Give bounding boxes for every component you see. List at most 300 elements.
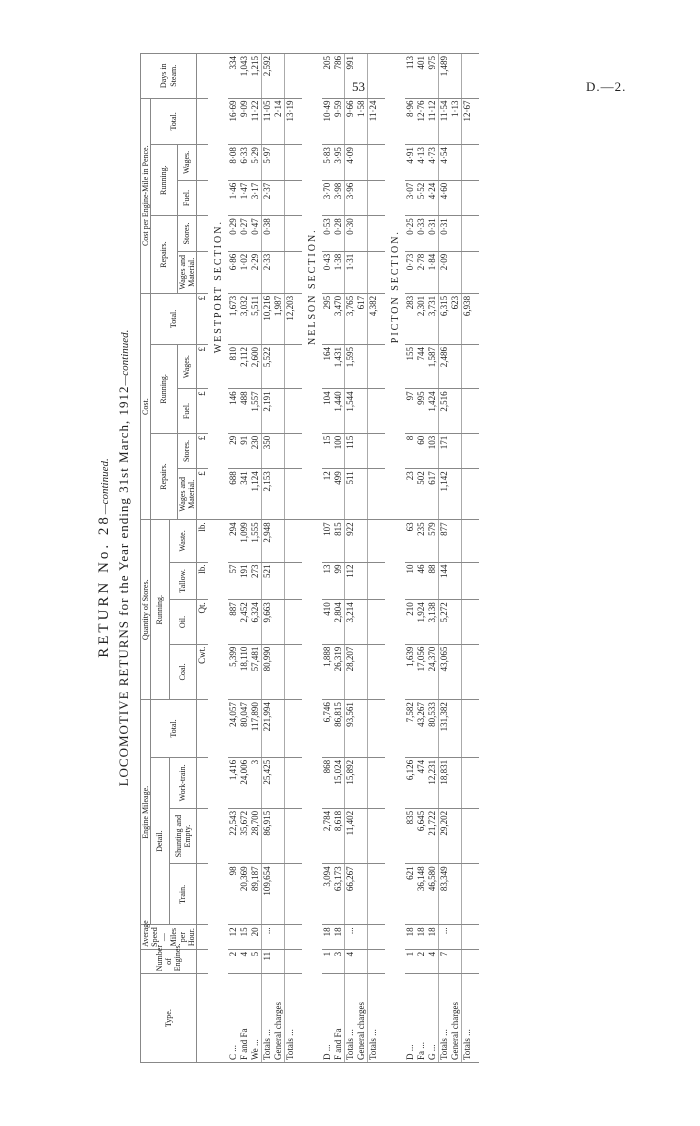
cell-p_rwm [450, 251, 462, 293]
unit-money: £ [197, 433, 209, 469]
cell-days: 401 [416, 54, 427, 99]
cell-type: C ... [228, 974, 239, 1063]
cell-rst [273, 433, 285, 469]
cell-ctot: 295 [322, 293, 333, 344]
table-row [322, 54, 333, 1063]
cell-eng: 5 [250, 949, 262, 973]
cell-rwm: 2,153 [262, 469, 274, 520]
header-pence-wages-material: Wages and Material. [177, 251, 196, 293]
cell-fuel: 2,191 [262, 389, 274, 433]
cell-p_tot: 9·59 [333, 98, 345, 145]
cell-rst: 230 [250, 433, 262, 469]
table-row [250, 54, 262, 1063]
cell-eng: 1 [322, 949, 333, 973]
cell-p_fuel: 4·60 [439, 180, 451, 216]
cell-tallow: 273 [250, 562, 262, 600]
returns-subtitle [116, 53, 132, 1063]
cell-wag: 1,431 [333, 344, 345, 388]
cell-rst: 350 [262, 433, 274, 469]
cell-rwm: 499 [333, 469, 345, 520]
cell-wag: 1,587 [427, 344, 439, 388]
cell-fuel: 1,557 [250, 389, 262, 433]
cell-eng [462, 949, 474, 973]
cell-eng: 2 [228, 949, 239, 973]
header-pence-running: Running. [151, 145, 178, 216]
cell-ctot: 2,301 [416, 293, 427, 344]
cell-train: 89,187 [250, 864, 262, 925]
cell-fuel: 995 [416, 389, 427, 433]
cell-oil [273, 600, 285, 644]
returns-subtitle-suffix: —continued. [119, 329, 131, 386]
cell-type: Totals ... [368, 974, 380, 1063]
cell-p_fuel: 1·46 [228, 180, 239, 216]
cell-shunt [285, 808, 297, 863]
table-row [405, 54, 416, 1063]
cell-fuel [273, 389, 285, 433]
cell-p_wag: 4·91 [405, 145, 416, 181]
cell-p_fuel: 3·07 [405, 180, 416, 216]
cell-spd: ... [262, 925, 274, 949]
cell-p_rwm: 6·86 [228, 251, 239, 293]
section-heading-row [302, 54, 322, 1063]
cell-rst: 29 [228, 433, 239, 469]
return-title-text: RETURN No. 28 [96, 514, 112, 658]
cell-p_fuel: 3·96 [345, 180, 357, 216]
cell-tallow: 88 [427, 562, 439, 600]
cell-p_fuel [368, 180, 380, 216]
cell-shunt [450, 808, 462, 863]
cell-ctot: 3,731 [427, 293, 439, 344]
cell-p_wag: 4·73 [427, 145, 439, 181]
rotated-table-sheet [92, 53, 612, 1063]
table-row [333, 54, 345, 1063]
cell-p_tot: 11·12 [427, 98, 439, 145]
cell-days [273, 54, 285, 99]
cell-train [356, 864, 368, 925]
cell-work: 15,024 [333, 757, 345, 808]
cell-p_fuel [273, 180, 285, 216]
cell-oil [356, 600, 368, 644]
header-mileage-total: Total. [151, 700, 197, 758]
cell-waste [273, 520, 285, 562]
cell-shunt: 29,202 [439, 808, 451, 863]
header-tallow: Tallow. [169, 562, 197, 600]
cell-p_rwm [462, 251, 474, 293]
cell-shunt: 6,645 [416, 808, 427, 863]
header-train: Train. [169, 864, 197, 925]
cell-coal [450, 644, 462, 699]
cell-rst [462, 433, 474, 469]
cell-p_wag: 4·13 [416, 145, 427, 181]
cell-tallow [273, 562, 285, 600]
header-cost-wages: Wages. [177, 344, 196, 388]
cell-days [462, 54, 474, 99]
cell-p_rwm [285, 251, 297, 293]
cell-train [285, 864, 297, 925]
cell-rwm: 1,124 [250, 469, 262, 520]
table-row [450, 54, 462, 1063]
header-quantity-stores: Quantity of Stores. [141, 520, 151, 700]
unit-waste: lb. [197, 520, 209, 562]
cell-wag: 2,486 [439, 344, 451, 388]
header-days-steam: Days in Steam. [141, 54, 197, 99]
cell-days: 2,592 [262, 54, 274, 99]
header-cost-total: Total. [151, 293, 197, 344]
cell-type: We ... [250, 974, 262, 1063]
cell-train: 109,654 [262, 864, 274, 925]
cell-oil [450, 600, 462, 644]
cell-p_rwm: 2·33 [262, 251, 274, 293]
cell-ctot: 283 [405, 293, 416, 344]
cell-eng [450, 949, 462, 973]
cell-type: Totals ... [439, 974, 451, 1063]
cell-work [368, 757, 380, 808]
cell-tallow [285, 562, 297, 600]
cell-ctot: 4,382 [368, 293, 380, 344]
cell-rwm: 502 [416, 469, 427, 520]
cell-coal: 17,056 [416, 644, 427, 699]
header-cost-running: Running. [151, 344, 178, 433]
cell-type: D ... [322, 974, 333, 1063]
cell-ctot: 12,203 [285, 293, 297, 344]
cell-rst: 8 [405, 433, 416, 469]
cell-spd [462, 925, 474, 949]
table-row [427, 54, 439, 1063]
cell-spd: 20 [250, 925, 262, 949]
cell-rst: 100 [333, 433, 345, 469]
cell-p_st [273, 216, 285, 252]
cell-p_wag: 5·97 [262, 145, 274, 181]
table-body [208, 54, 479, 1063]
cell-mtot [462, 700, 474, 758]
cell-p_rwm: 1·84 [427, 251, 439, 293]
cell-work [285, 757, 297, 808]
cell-train: 63,173 [333, 864, 345, 925]
cell-p_wag: 5·29 [250, 145, 262, 181]
cell-wag: 810 [228, 344, 239, 388]
cell-eng: 11 [262, 949, 274, 973]
cell-wag [450, 344, 462, 388]
cell-p_tot: 1·13 [450, 98, 462, 145]
cell-ctot: 3,032 [239, 293, 250, 344]
cell-p_tot: 16·69 [228, 98, 239, 145]
cell-spd: 18 [427, 925, 439, 949]
cell-mtot: 80,047 [239, 700, 250, 758]
cell-fuel [285, 389, 297, 433]
cell-p_rwm: 0·73 [405, 251, 416, 293]
units-row [197, 54, 209, 1063]
cell-coal [368, 644, 380, 699]
table-row [262, 54, 274, 1063]
cell-tallow [368, 562, 380, 600]
header-mileage-detail: Detail. [151, 757, 169, 925]
cell-coal [356, 644, 368, 699]
cell-rwm [368, 469, 380, 520]
cell-p_fuel [356, 180, 368, 216]
cell-coal: 1,888 [322, 644, 333, 699]
cell-fuel: 146 [228, 389, 239, 433]
table-row [273, 54, 285, 1063]
table-row [368, 54, 380, 1063]
cell-wag [356, 344, 368, 388]
header-work-train: Work-train. [169, 757, 197, 808]
cell-work [462, 757, 474, 808]
cell-coal: 26,319 [333, 644, 345, 699]
cell-p_wag: 6·33 [239, 145, 250, 181]
cell-p_fuel [285, 180, 297, 216]
cell-coal: 24,370 [427, 644, 439, 699]
cell-train: 46,580 [427, 864, 439, 925]
cell-waste [285, 520, 297, 562]
page-number: 53 [352, 79, 365, 94]
cell-p_fuel: 3·70 [322, 180, 333, 216]
cell-tallow: 99 [333, 562, 345, 600]
cell-mtot: 117,890 [250, 700, 262, 758]
cell-shunt: 8,618 [333, 808, 345, 863]
cell-type: F and Fa [239, 974, 250, 1063]
cell-eng: 3 [333, 949, 345, 973]
header-type: Type. [141, 974, 197, 1063]
cell-type: Totals ... [345, 974, 357, 1063]
cell-p_st: 0·27 [239, 216, 250, 252]
cell-type: General charges [356, 974, 368, 1063]
cell-p_wag: 8·08 [228, 145, 239, 181]
cell-p_fuel: 4·24 [427, 180, 439, 216]
cell-coal: 5,399 [228, 644, 239, 699]
cell-waste [462, 520, 474, 562]
cell-p_rwm: 0·43 [322, 251, 333, 293]
cell-p_tot: 12·67 [462, 98, 474, 145]
cell-waste: 922 [345, 520, 357, 562]
cell-spd [273, 925, 285, 949]
header-pence-repairs: Repairs. [151, 216, 178, 294]
unit-money: £ [197, 389, 209, 433]
cell-shunt [356, 808, 368, 863]
locomotive-returns-table [140, 53, 479, 1063]
cell-oil: 3,214 [345, 600, 357, 644]
cell-spd [356, 925, 368, 949]
cell-work: 12,231 [427, 757, 439, 808]
cell-waste: 1,099 [239, 520, 250, 562]
cell-rwm [285, 469, 297, 520]
cell-oil: 6,324 [250, 600, 262, 644]
cell-oil [462, 600, 474, 644]
cell-fuel: 104 [322, 389, 333, 433]
cell-work: 6,126 [405, 757, 416, 808]
header-cost-per-mile: Cost per Engine-Mile in Pence. [141, 98, 151, 293]
cell-days: 1,043 [239, 54, 250, 99]
cell-tallow [462, 562, 474, 600]
cell-coal: 43,065 [439, 644, 451, 699]
table-row [239, 54, 250, 1063]
cell-tallow: 10 [405, 562, 416, 600]
cell-train: 83,349 [439, 864, 451, 925]
cell-mtot [273, 700, 285, 758]
cell-oil: 2,804 [333, 600, 345, 644]
cell-work: 25,425 [262, 757, 274, 808]
cell-p_st: 0·31 [427, 216, 439, 252]
cell-spd: 18 [405, 925, 416, 949]
cell-type: F and Fa [333, 974, 345, 1063]
cell-ctot: 10,216 [262, 293, 274, 344]
cell-p_wag [450, 145, 462, 181]
cell-p_st: 0·53 [322, 216, 333, 252]
cell-waste: 877 [439, 520, 451, 562]
cell-p_tot: 12·76 [416, 98, 427, 145]
cell-type: Totals ... [285, 974, 297, 1063]
cell-rwm [450, 469, 462, 520]
unit-tallow: lb. [197, 562, 209, 600]
cell-tallow: 57 [228, 562, 239, 600]
cell-p_st: 0·30 [345, 216, 357, 252]
cell-days [356, 54, 368, 99]
section-title: WESTPORT SECTION. [208, 54, 228, 520]
cell-p_tot: 10·49 [322, 98, 333, 145]
cell-p_fuel: 5·52 [416, 180, 427, 216]
cell-train: 98 [228, 864, 239, 925]
cell-fuel: 1,424 [427, 389, 439, 433]
cell-coal: 80,990 [262, 644, 274, 699]
cell-p_rwm [368, 251, 380, 293]
cell-train: 621 [405, 864, 416, 925]
cell-train: 3,094 [322, 864, 333, 925]
cell-shunt: 835 [405, 808, 416, 863]
cell-p_rwm [356, 251, 368, 293]
cell-days: 1,489 [439, 54, 451, 99]
cell-train [273, 864, 285, 925]
cell-work: 15,892 [345, 757, 357, 808]
table-row [439, 54, 451, 1063]
cell-p_st: 0·38 [262, 216, 274, 252]
cell-p_wag [368, 145, 380, 181]
cell-spd [450, 925, 462, 949]
cell-p_wag [356, 145, 368, 181]
cell-rwm: 511 [345, 469, 357, 520]
cell-shunt: 11,402 [345, 808, 357, 863]
cell-days: 113 [405, 54, 416, 99]
cell-spd: 18 [416, 925, 427, 949]
cell-p_fuel: 3·98 [333, 180, 345, 216]
cell-p_tot: 9·09 [239, 98, 250, 145]
cell-shunt: 28,700 [250, 808, 262, 863]
cell-p_st: 0·28 [333, 216, 345, 252]
cell-mtot: 221,994 [262, 700, 274, 758]
cell-waste: 815 [333, 520, 345, 562]
cell-oil [368, 600, 380, 644]
cell-oil: 9,663 [262, 600, 274, 644]
cell-p_rwm: 2·29 [250, 251, 262, 293]
cell-eng: 7 [439, 949, 451, 973]
cell-p_st [368, 216, 380, 252]
cell-fuel [462, 389, 474, 433]
cell-p_st: 0·25 [405, 216, 416, 252]
cell-train: 66,267 [345, 864, 357, 925]
cell-ctot: 6,938 [462, 293, 474, 344]
cell-ctot: 6,315 [439, 293, 451, 344]
cell-coal: 18,110 [239, 644, 250, 699]
cell-type: General charges [450, 974, 462, 1063]
cell-coal: 1,639 [405, 644, 416, 699]
cell-tallow: 112 [345, 562, 357, 600]
cell-coal: 28,207 [345, 644, 357, 699]
cell-rst [356, 433, 368, 469]
cell-type: D ... [405, 974, 416, 1063]
cell-p_tot: 2·14 [273, 98, 285, 145]
cell-days: 334 [228, 54, 239, 99]
header-pence-stores: Stores. [177, 216, 196, 252]
cell-waste [356, 520, 368, 562]
cell-waste: 107 [322, 520, 333, 562]
returns-subtitle-text: LOCOMOTIVE RETURNS for the Year ending 31st March, 1912 [116, 385, 131, 787]
header-stores-running: Running. [151, 520, 169, 700]
cell-wag: 2,600 [250, 344, 262, 388]
cell-train [462, 864, 474, 925]
section-title: PICTON SECTION. [385, 54, 405, 520]
cell-days: 205 [322, 54, 333, 99]
cell-p_tot: 1·58 [356, 98, 368, 145]
cell-p_wag: 4·54 [439, 145, 451, 181]
header-cost-stores: Stores. [177, 433, 196, 469]
cell-shunt: 21,722 [427, 808, 439, 863]
cell-shunt: 86,915 [262, 808, 274, 863]
cell-p_rwm: 2·09 [439, 251, 451, 293]
table-row [462, 54, 474, 1063]
cell-spd: ... [439, 925, 451, 949]
return-title-suffix: —continued. [99, 458, 111, 515]
cell-work: 868 [322, 757, 333, 808]
cell-wag: 1,595 [345, 344, 357, 388]
cell-eng [285, 949, 297, 973]
cell-type: Totals ... [262, 974, 274, 1063]
cell-eng: 4 [345, 949, 357, 973]
cell-ctot: 3,765 [345, 293, 357, 344]
cell-rst [368, 433, 380, 469]
cell-rst: 60 [416, 433, 427, 469]
cell-wag [462, 344, 474, 388]
header-cost-wages-material: Wages and Material. [177, 469, 196, 520]
cell-rwm [273, 469, 285, 520]
cell-fuel: 2,516 [439, 389, 451, 433]
cell-mtot: 80,533 [427, 700, 439, 758]
cell-p_tot: 11·24 [368, 98, 380, 145]
cell-tallow: 144 [439, 562, 451, 600]
cell-work: 474 [416, 757, 427, 808]
cell-days [450, 54, 462, 99]
cell-mtot [368, 700, 380, 758]
cell-type: Fa ... [416, 974, 427, 1063]
cell-eng: 1 [405, 949, 416, 973]
cell-oil: 410 [322, 600, 333, 644]
cell-coal: 57,481 [250, 644, 262, 699]
cell-p_wag [462, 145, 474, 181]
cell-waste [450, 520, 462, 562]
unit-money: £ [197, 344, 209, 388]
cell-work [356, 757, 368, 808]
cell-mtot: 86,815 [333, 700, 345, 758]
header-num-engines: Number of Engines. [141, 949, 197, 973]
cell-waste: 2,948 [262, 520, 274, 562]
table-row [356, 54, 368, 1063]
cell-p_fuel: 3·17 [250, 180, 262, 216]
cell-days: 1,215 [250, 54, 262, 99]
cell-work: 24,006 [239, 757, 250, 808]
cell-work [450, 757, 462, 808]
unit-money: £ [197, 293, 209, 344]
cell-oil: 5,272 [439, 600, 451, 644]
cell-coal [273, 644, 285, 699]
cell-wag [368, 344, 380, 388]
header-shunting: Shunting and Empty. [169, 808, 197, 863]
